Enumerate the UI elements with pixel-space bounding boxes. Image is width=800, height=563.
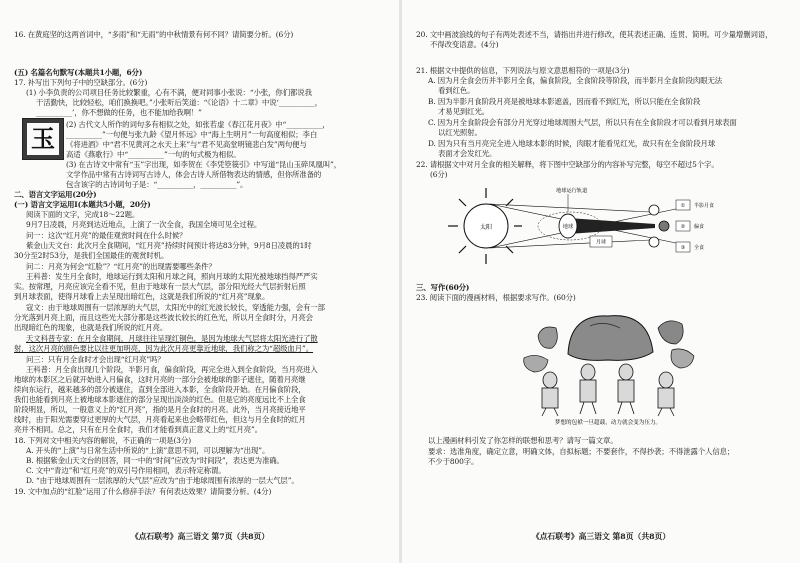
question-23: 23. 阅读下面的漫画材料，根据要求写作。(60分)	[416, 293, 576, 302]
subsection-one-heading: (一) 语言文字运用Ⅰ(本题共5小题，20分)	[14, 200, 151, 209]
burden-sack-icon	[568, 316, 653, 361]
passage-a1-line1: 紫金山天文台：此次月全食期间，“红月亮”持续时间预计将达83分钟，9月8日凌晨的1时	[26, 241, 312, 250]
q17-1-line1: (1) 小李负责的公司项目任务比较繁重，心有不满，便对同事小张说：“小张，你们都说我	[26, 88, 312, 97]
passage-a5-line4: 我们也能看到月亮上被地球本影遮住的部分呈现出淡淡的红色。但是它的亮度远比不上全食	[14, 395, 306, 404]
passage-q3: 问三：只有月全食时才会出现“红月亮”吗？	[26, 355, 165, 364]
q21-option-d-line2: 表面才会发红光。	[438, 149, 497, 158]
cartoon-illustration	[508, 306, 708, 428]
question-20-line2: 不得改变语意。(4分)	[430, 40, 499, 49]
question-22-points: (6分)	[430, 170, 448, 179]
passage-a5-line7: 亮并不相同。总之，只有在月全食时，我们才能看到真正意义上的“红月亮”。	[14, 425, 262, 434]
blank-label-2: ②	[680, 224, 686, 230]
question-20-line1: 20. 文中画波浪线的句子有两处表述不当，请指出并进行修改，使其表述正确、连贯、简明。可少量增删词语，	[416, 30, 773, 39]
orbit-label: 地球运行轨道	[556, 188, 588, 194]
blank-label-1: ①	[680, 203, 686, 209]
sun-label: 太阳	[479, 224, 493, 231]
stage-label-partial: 偏食	[694, 224, 705, 230]
passage-a2-line2: 实。按常理，月亮应该完全看不见，但由于地球有一层大气层，部分阳光经大气层折射后照	[14, 282, 306, 291]
question-22: 22. 请根据文中对月全食的相关解释，将下图中空缺部分的内容补写完整，每空不超过5个字。	[416, 160, 719, 169]
q17-3-line2: 文学作品中常有古诗词写古诗人，体会古诗人所借物表达的情感，但你所准备的	[66, 170, 322, 179]
q21-option-b-line1: B. 因为半影月食阶段月亮是被地球本影遮盖，因而看不到红光，所以只能在全食阶段	[428, 97, 701, 106]
q17-3-line1: (3) 在古诗文中常有“玉”字出现，如李贺在《李凭箜篌引》中写道“昆山玉碎凤凰叫”，	[66, 160, 342, 169]
left-page-footer: 《点石联考》高三语文 第7页（共8页）	[130, 532, 270, 541]
student-figures	[542, 364, 674, 408]
passage-a3-line2: 分光落到月亮上面，而且这些光大部分都是这些波长较长的红色光，所以月全食时分，月亮会	[14, 313, 313, 322]
q21-option-a-line2: 看到红色。	[438, 86, 475, 95]
passage-a2-line3: 到月球表面，使得月球看上去呈现出暗红色，这就是我们所说的“红月亮”现象。	[14, 292, 270, 301]
umbra-shadow	[568, 218, 655, 234]
question-19: 19. 文中加点的“红脸”运用了什么修辞手法？有何表达效果？请简要分析。(4分)	[14, 487, 272, 496]
section-five-heading: (五) 名篇名句默写(本题共1小题，6分)	[14, 68, 143, 77]
writing-requirements-line2: 不少于800字。	[428, 457, 479, 466]
question-18: 18. 下列对文中相关内容的解说，不正确的一项是(3分)	[14, 436, 191, 445]
q21-option-b-line2: 才易见到红光。	[438, 107, 490, 116]
passage-a4-line1: 天文科普专家：在月全食期间，月球往往呈现红铜色，是因为地球大气层将太阳光进行了散	[26, 334, 318, 343]
question-17: 17. 补写出下列句子中的空缺部分。(6分)	[14, 78, 148, 87]
writing-requirements-line1: 要求：选准角度，确定立意，明确文体，自拟标题；不要套作，不得抄袭；不得泄露个人信息；	[428, 447, 735, 456]
passage-intro: 9月7日凌晨，月亮到达近地点，上演了一次全食，我国全境可见全过程。	[26, 220, 262, 229]
q21-option-c-line2: 以红光照射。	[438, 128, 482, 137]
section-two-heading: 二、语言文字运用(20分)	[14, 190, 97, 199]
passage-a5-line2: 地球的本影区之后就开始进入月偏食，这时月亮的一部分会被地球的影子遮住，随着月亮继	[14, 375, 306, 384]
passage-a2-line1: 王科普：发生月全食时，地球运行到太阳和月球之间，照向月球的太阳光被地球挡得严严实	[26, 272, 318, 281]
passage-a1-line2: 30分至2时53分，是我们全国最佳的观赏时机。	[14, 251, 169, 260]
q17-2-line4: 高适《燕歌行》中“__________”一句的句式极为相似。	[66, 150, 241, 159]
passage-a3-line3: 出现暗红色的现象，也就是我们所说的红月亮。	[14, 323, 168, 332]
jade-character-stamp	[22, 118, 64, 160]
passage-a3-line1: 寇文：由于地球周围有一层浓厚的大气层，太阳光中的红光波长较长，穿透能力强，会有一部	[26, 303, 325, 312]
earth-label: 地球	[562, 224, 574, 230]
stamp-character: 玉	[27, 123, 59, 155]
q17-2-line2: __________”一句便与张九龄《望月怀远》中“海上生明月”一句高度相似；李白	[66, 130, 318, 139]
q18-option-c: C. 文中“青边”和“红月亮”的双引号作用相同，表示特定称谓。	[26, 466, 226, 475]
passage-a4-line2: 射，这次月亮的颜色要比以往更加明亮，因为此次月亮更靠近地球，我们称之为“超级血月”。	[14, 344, 313, 353]
q21-option-a-line1: A. 因为月全食会历并半影月全食，偏食阶段，全食阶段等阶段，而半影月全食阶段肉眼无法	[428, 76, 723, 85]
earth-icon	[559, 214, 577, 238]
passage-a5-line3: 续向东运行，越来越多的部分被遮住，直到全部进入本影，全食阶段开始。在月偏食阶段，	[14, 385, 306, 394]
reading-instruction: 阅读下面的文字，完成18～22题。	[26, 210, 140, 219]
moon-label: 月球	[595, 239, 607, 246]
section-three-heading: 三、写作(60分)	[416, 283, 470, 292]
passage-a5-line5: 阶段明显，所以，一般意义上的“红月亮”，指的是月全食时的月亮。此外，当月亮接近地平	[14, 405, 306, 414]
q17-1-line3: __________’，你不想做的任务，也不能加给我啊！”	[36, 108, 202, 117]
stage-label-penumbral: 半影月食	[694, 203, 715, 209]
q18-option-b: B. 根据紫金山天文台的回答，同一中的“时间”应改为“时间段”，表达更为准确。	[26, 456, 284, 465]
passage-a5-line6: 线时，由于阳光需要穿过更厚的大气层，月亮看起来也会略带红色，但这与月全食时的红月	[14, 415, 306, 424]
question-16: 16. 在黄庭坚的这两首词中，“多雨”和“无雨”的中秋情景有何不同？请简要分析。(6分)	[14, 30, 294, 39]
passage-q2: 问二：月亮为何会“红脸”？“红月亮”的出现需要哪些条件？	[26, 262, 216, 271]
stage-label-total: 全食	[694, 245, 705, 251]
q18-option-d: D. “由于地球周围有一层浓厚的大气层”应改为“由于地球周围有浓厚的一层大气层”。	[26, 476, 299, 485]
passage-q1: 问一：这次“红月亮”的最佳观赏时间在什么时候？	[26, 231, 187, 240]
q17-2-line1: (2) 古代文人所作的词句多有相似之处，如张若虚《春江花月夜》中“__________，	[66, 120, 330, 129]
sun-icon	[448, 188, 522, 264]
q17-2-line3: 《将进酒》中“君不见黄河之水天上来”与“君不见高堂明镜悲白发”两句便与	[66, 140, 307, 149]
passage-a5-line1: 王科普：月全食出现几个阶段，半影月食，偏食阶段，再完全进入到全食阶段，当月亮进入	[26, 365, 318, 374]
q21-option-d-line1: D. 因为只有当月亮完全进入地球本影的时候，肉眼才能看见红光，故只有在全食阶段月球	[428, 139, 716, 148]
q21-option-c-line1: C. 因为月全食阶段会有部分月光穿过地球周围大气层，所以只有在全食阶段才可以看到月球表面	[428, 118, 737, 127]
cartoon-caption: 梦想的包袱一旦超载，动力就会变为压力。	[554, 420, 662, 426]
blank-label-3: ③	[680, 245, 686, 251]
writing-prompt: 以上漫画材料引发了你怎样的联想和思考？请写一篇文章。	[428, 436, 618, 445]
q18-option-a: A. 开头的“上演”与日常生活中所说的“上演”意思不同，可以理解为“出现”。	[26, 446, 270, 455]
eclipse-diagram	[440, 180, 730, 272]
q17-1-line2: 干活勤快，比较轻松，咱们换换吧。”小张听后笑道：“《论语》十二章》中说‘__________，	[36, 98, 323, 107]
q17-3-line3: 包含该字的古诗词句子是：“__________，__________”。	[66, 180, 248, 189]
question-21: 21. 根据文中提供的信息，下列说法与原文意思相符的一项是(3分)	[416, 66, 630, 75]
right-page-footer: 《点石联考》高三语文 第8页（共8页）	[531, 532, 671, 541]
